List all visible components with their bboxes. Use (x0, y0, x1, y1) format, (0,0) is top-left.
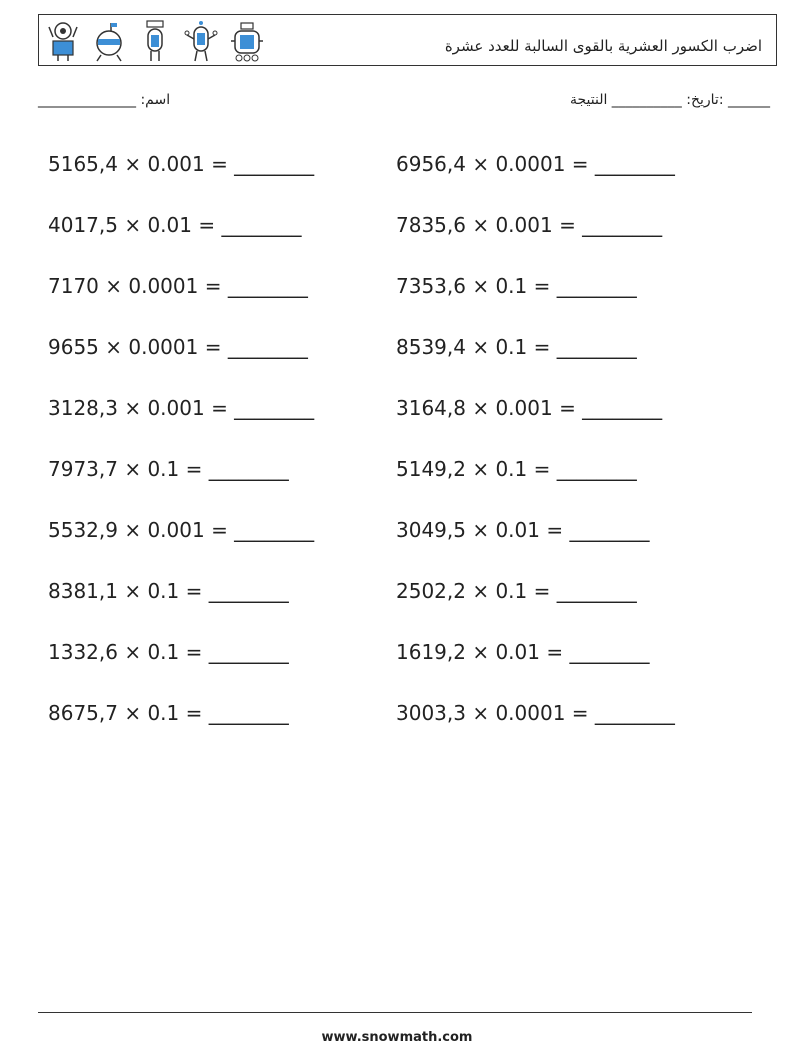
header-box (38, 14, 777, 66)
problem-left-3: 7170 × 0.0001 = ________ (48, 274, 308, 298)
problem-right-2: 7835,6 × 0.001 = ________ (396, 213, 663, 237)
problem-right-9: 1619,2 × 0.01 = ________ (396, 640, 650, 664)
robot-icon-1 (45, 19, 81, 63)
worksheet-title: اضرب الكسور العشرية بالقوى السالبة للعدد عشرة (444, 37, 762, 55)
problem-left-4: 9655 × 0.0001 = ________ (48, 335, 308, 359)
problem-left-5: 3128,3 × 0.001 = ________ (48, 396, 315, 420)
problem-left-10: 8675,7 × 0.1 = ________ (48, 701, 289, 725)
problem-left-6: 7973,7 × 0.1 = ________ (48, 457, 289, 481)
problem-right-6: 5149,2 × 0.1 = ________ (396, 457, 637, 481)
problem-left-9: 1332,6 × 0.1 = ________ (48, 640, 289, 664)
problem-left-7: 5532,9 × 0.001 = ________ (48, 518, 315, 542)
problem-left-1: 5165,4 × 0.001 = ________ (48, 152, 315, 176)
robot-icon-3 (137, 19, 173, 63)
problem-left-8: 8381,1 × 0.1 = ________ (48, 579, 289, 603)
problem-right-10: 3003,3 × 0.0001 = ________ (396, 701, 675, 725)
footer-url: www.snowmath.com (321, 1030, 473, 1045)
problem-right-1: 6956,4 × 0.0001 = ________ (396, 152, 675, 176)
robot-icon-2 (91, 19, 127, 63)
problem-right-3: 7353,6 × 0.1 = ________ (396, 274, 637, 298)
date-score-field: ______ :تاريخ: __________ النتيجة (569, 92, 770, 108)
problem-right-4: 8539,4 × 0.1 = ________ (396, 335, 637, 359)
robot-icons (45, 19, 265, 63)
robot-icon-4 (183, 19, 219, 63)
problem-left-2: 4017,5 × 0.01 = ________ (48, 213, 302, 237)
problem-right-7: 3049,5 × 0.01 = ________ (396, 518, 650, 542)
problem-right-8: 2502,2 × 0.1 = ________ (396, 579, 637, 603)
name-field: ______________ :اسم (38, 92, 171, 108)
problem-right-5: 3164,8 × 0.001 = ________ (396, 396, 663, 420)
footer-divider (38, 1012, 752, 1013)
robot-icon-5 (229, 19, 265, 63)
